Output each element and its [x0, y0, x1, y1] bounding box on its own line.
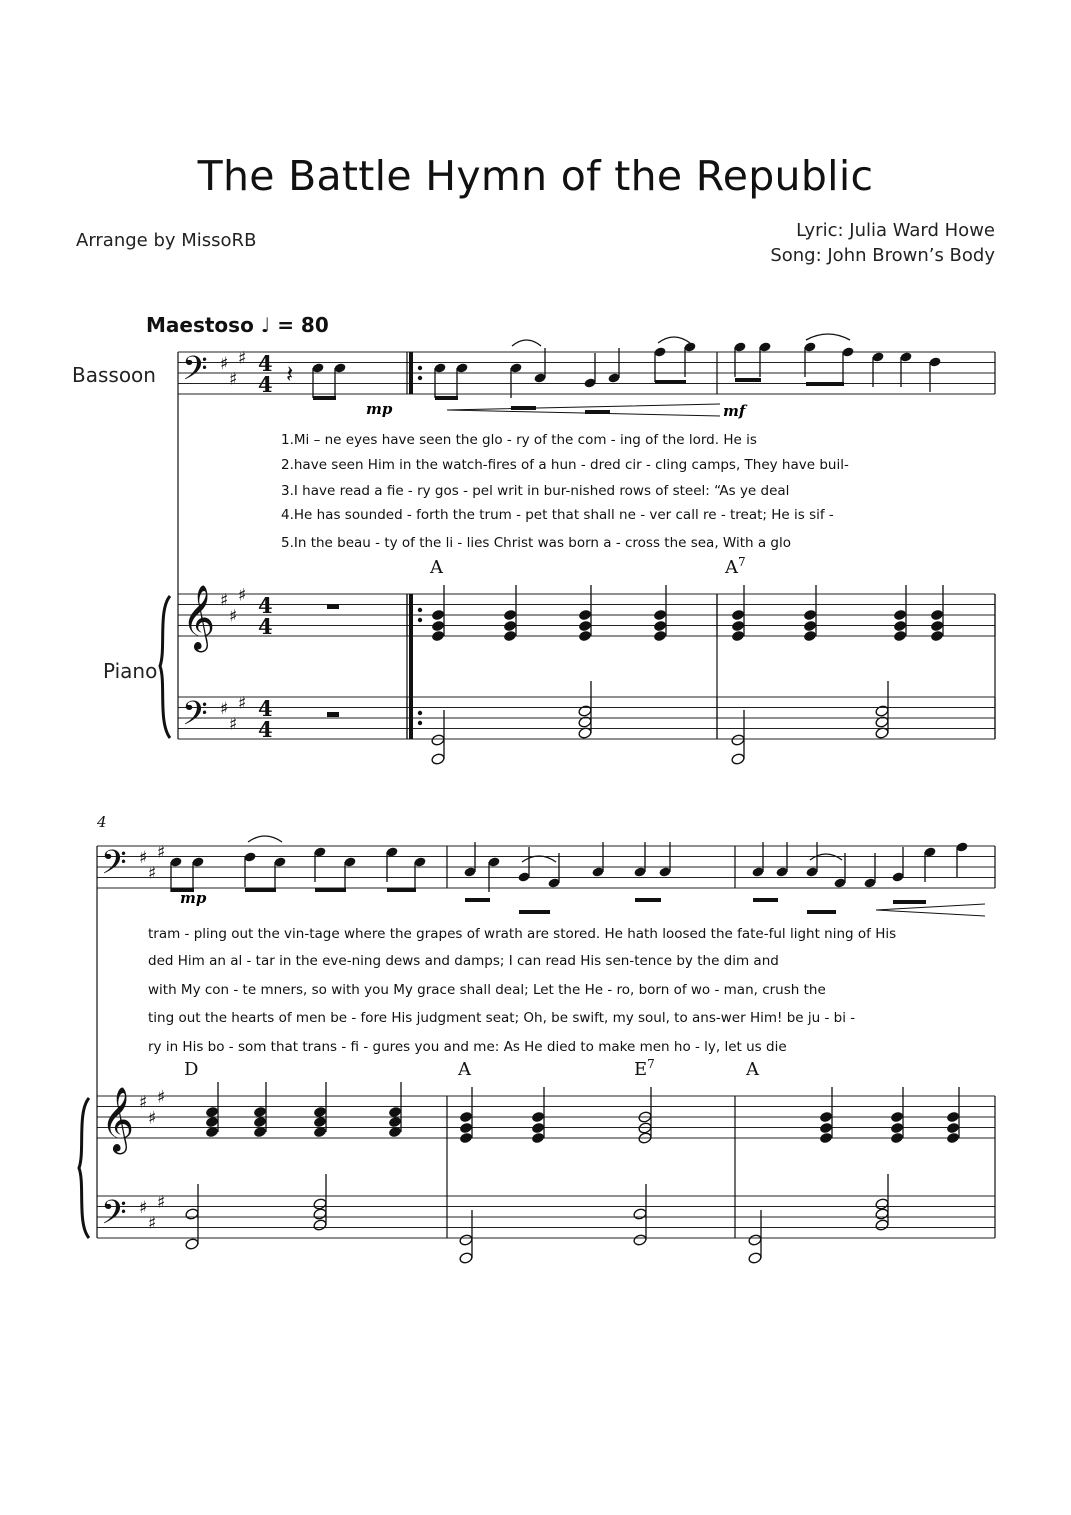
- rest-icon: [327, 712, 339, 717]
- note-head: [459, 1122, 473, 1135]
- staff-lines: [97, 352, 995, 1238]
- sharp-icon: ♯: [238, 693, 247, 714]
- repeat-dot: [418, 721, 422, 725]
- lyric-line-verse-1: 1.Mi – ne eyes have seen the glo - ry of the com - ing of the lord. He is: [281, 432, 757, 448]
- note-head: [875, 1208, 889, 1221]
- lyric-line-verse-3: 3.I have read a fie - ry gos - pel writ in bur-nished rows of steel: “As ye deal: [281, 483, 790, 499]
- bass-clef-icon: 𝄢: [101, 844, 127, 890]
- quarter-note-icon: ♩: [260, 313, 271, 337]
- repeat-dot: [418, 366, 422, 370]
- note-head: [578, 630, 592, 643]
- note-head: [503, 630, 517, 643]
- note-head: [459, 1111, 473, 1124]
- note-head: [930, 609, 944, 622]
- beam: [245, 888, 276, 892]
- note-head: [946, 1132, 960, 1145]
- note-head: [633, 1208, 647, 1221]
- note-head: [893, 620, 907, 633]
- bass-clef-icon: 𝄢: [101, 1194, 127, 1240]
- crescendo-hairpin: [876, 904, 985, 916]
- note-head: [890, 1122, 904, 1135]
- note-head: [731, 734, 745, 747]
- sharp-icon: ♯: [229, 606, 238, 627]
- sharp-icon: ♯: [220, 698, 229, 719]
- note-head: [253, 1106, 267, 1119]
- slur: [658, 337, 690, 343]
- note-head: [313, 1106, 327, 1119]
- repeat-dot: [418, 711, 422, 715]
- note-head: [313, 1208, 327, 1221]
- note-head: [531, 1111, 545, 1124]
- note-head: [431, 753, 445, 766]
- chord-symbol: D: [184, 1059, 199, 1080]
- time-signature: 4: [258, 717, 273, 742]
- chord-symbol: A: [746, 1059, 759, 1080]
- chord-symbol: A: [430, 557, 443, 578]
- beam: [893, 900, 926, 904]
- note-head: [653, 609, 667, 622]
- note-head: [930, 620, 944, 633]
- quarter-rest-icon: 𝄽: [286, 360, 294, 388]
- treble-clef-icon: 𝄞: [101, 1087, 135, 1152]
- lyric-line-verse-4: ting out the hearts of men be - fore His judgment seat; Oh, be swift, my soul, to ans-wer Him! be ju - bi -: [148, 1010, 856, 1026]
- piano-brace: [79, 1098, 89, 1238]
- repeat-dot: [418, 618, 422, 622]
- sharp-icon: ♯: [139, 1092, 148, 1113]
- dynamic-mp: mp: [366, 400, 393, 418]
- note-head: [875, 705, 889, 718]
- note-head: [431, 609, 445, 622]
- note-head: [653, 630, 667, 643]
- note-head: [819, 1122, 833, 1135]
- note-head: [459, 1252, 473, 1265]
- song-credit: Song: John Brown’s Body: [770, 245, 995, 266]
- sharp-icon: ♯: [229, 369, 238, 390]
- beam: [315, 888, 346, 892]
- sharp-icon: ♯: [229, 714, 238, 735]
- beam: [807, 910, 836, 914]
- note-head: [313, 1219, 327, 1232]
- note-head: [503, 620, 517, 633]
- dynamic-mf: mf: [723, 402, 746, 420]
- page-title: The Battle Hymn of the Republic: [197, 152, 874, 200]
- instrument-label-bassoon: Bassoon: [72, 363, 156, 387]
- time-signature: 4: [258, 696, 273, 721]
- rest-icon: [327, 604, 339, 609]
- beam: [806, 382, 844, 386]
- bar-lines: [79, 352, 995, 1238]
- note-head: [388, 1116, 402, 1129]
- note-head: [875, 1219, 889, 1232]
- note-head: [531, 1122, 545, 1135]
- note-head: [578, 620, 592, 633]
- note-head: [633, 1234, 647, 1247]
- lyricist-credit: Lyric: Julia Ward Howe: [796, 220, 995, 241]
- time-signature: 4: [258, 351, 273, 376]
- note-head: [431, 734, 445, 747]
- note-head: [893, 630, 907, 643]
- beam: [735, 378, 761, 382]
- beam: [753, 898, 778, 902]
- note-head: [185, 1238, 199, 1251]
- note-head: [819, 1132, 833, 1145]
- note-head: [731, 620, 745, 633]
- note-head: [731, 609, 745, 622]
- tempo-bpm: = 80: [277, 313, 329, 337]
- note-head: [253, 1116, 267, 1129]
- crescendo-hairpin: [447, 404, 720, 416]
- repeat-dot: [418, 608, 422, 612]
- note-head: [205, 1116, 219, 1129]
- sharp-icon: ♯: [148, 1108, 157, 1129]
- note-head: [503, 609, 517, 622]
- beam: [635, 898, 661, 902]
- sharp-icon: ♯: [157, 842, 166, 863]
- beam: [435, 396, 458, 400]
- note-head: [890, 1132, 904, 1145]
- lyric-line-verse-4: 4.He has sounded - forth the trum - pet that shall ne - ver call re - treat; He is sif -: [281, 507, 834, 523]
- lyric-line-verse-1: tram - pling out the vin-tage where the grapes of wrath are stored. He hath loosed the fate-ful light ning of His: [148, 926, 897, 942]
- chord-symbol: $A^7$: [725, 555, 746, 578]
- note-head: [803, 620, 817, 633]
- time-signature: 4: [258, 372, 273, 397]
- sharp-icon: ♯: [148, 1213, 157, 1234]
- lyric-line-verse-2: ded Him an al - tar in the eve-ning dews and damps; I can read His sen-tence by the dim and: [148, 953, 779, 969]
- hairpins: [447, 404, 985, 916]
- repeat-dot: [418, 376, 422, 380]
- dynamic-mp: mp: [180, 889, 207, 907]
- beam: [313, 396, 336, 400]
- note-head: [731, 753, 745, 766]
- note-head: [431, 620, 445, 633]
- note-head: [431, 630, 445, 643]
- chord-symbol: $E^7$: [634, 1057, 655, 1080]
- note-head: [893, 609, 907, 622]
- sharp-icon: ♯: [157, 1087, 166, 1108]
- note-head: [578, 705, 592, 718]
- sharp-icon: ♯: [220, 590, 229, 611]
- measure-number: 4: [97, 813, 107, 831]
- lyric-line-verse-3: with My con - te mners, so with you My grace shall deal; Let the He - ro, born of wo - man, crush the: [148, 982, 826, 998]
- beam: [387, 888, 416, 892]
- lyric-line-verse-5: ry in His bo - som that trans - fi - gures you and me: As He died to make men ho - ly, let us die: [148, 1039, 787, 1055]
- time-signature: 4: [258, 593, 273, 618]
- chord-symbol: A: [458, 1059, 471, 1080]
- sharp-icon: ♯: [148, 863, 157, 884]
- sharp-icon: ♯: [157, 1192, 166, 1213]
- notation-marks: [101, 334, 969, 1264]
- note-head: [819, 1111, 833, 1124]
- note-head: [803, 630, 817, 643]
- sharp-icon: ♯: [238, 348, 247, 369]
- note-head: [748, 1234, 762, 1247]
- note-head: [890, 1111, 904, 1124]
- note-head: [653, 620, 667, 633]
- note-head: [803, 609, 817, 622]
- tempo-word: Maestoso: [146, 313, 254, 337]
- lyric-line-verse-2: 2.have seen Him in the watch-fires of a hun - dred cir - cling camps, They have buil-: [281, 457, 849, 473]
- lyric-line-verse-5: 5.In the beau - ty of the li - lies Christ was born a - cross the sea, With a glo: [281, 535, 792, 551]
- note-head: [388, 1106, 402, 1119]
- note-head: [731, 630, 745, 643]
- note-head: [578, 609, 592, 622]
- note-head: [313, 1198, 327, 1211]
- note-head: [205, 1106, 219, 1119]
- sharp-icon: ♯: [139, 847, 148, 868]
- slur: [248, 836, 282, 842]
- note-head: [875, 1198, 889, 1211]
- beam: [519, 910, 550, 914]
- note-head: [459, 1132, 473, 1145]
- bass-clef-icon: 𝄢: [182, 695, 208, 741]
- sharp-icon: ♯: [139, 1197, 148, 1218]
- note-head: [531, 1132, 545, 1145]
- piano-brace: [160, 596, 170, 738]
- note-head: [185, 1208, 199, 1221]
- arranger-credit: Arrange by MissoRB: [76, 230, 257, 251]
- note-head: [459, 1234, 473, 1247]
- beam: [655, 380, 686, 384]
- note-head: [946, 1111, 960, 1124]
- dynamics: [180, 400, 748, 907]
- sharp-icon: ♯: [220, 353, 229, 374]
- time-signature: 4: [258, 614, 273, 639]
- note-head: [930, 630, 944, 643]
- bass-clef-icon: 𝄢: [182, 350, 208, 396]
- slur: [806, 334, 850, 340]
- beam: [465, 898, 490, 902]
- note-head: [313, 1116, 327, 1129]
- slur: [512, 340, 541, 346]
- note-head: [946, 1122, 960, 1135]
- treble-clef-icon: 𝄞: [182, 585, 216, 650]
- note-head: [748, 1252, 762, 1265]
- sharp-icon: ♯: [238, 585, 247, 606]
- instrument-label-piano: Piano: [103, 659, 158, 683]
